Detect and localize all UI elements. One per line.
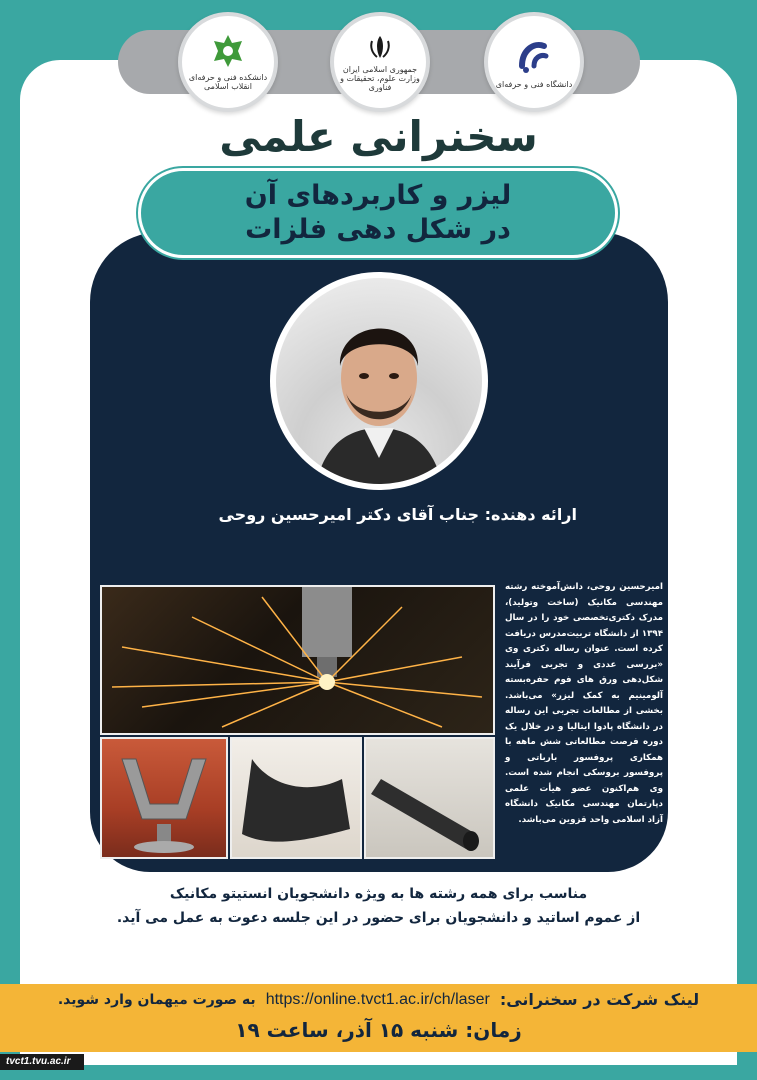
session-link-row (0, 990, 757, 1009)
ministry-logo-caption: جمهوری اسلامی ایران وزارت علوم، تحقیقات و فناوری (340, 64, 420, 92)
session-time: زمان: شنبه ۱۵ آذر، ساعت ۱۹ (235, 1018, 522, 1042)
university-emblem-icon (514, 36, 554, 76)
presenter-bio: امیرحسین روحی، دانش‌آموخته رشته مهندسی مکانیک (ساخت وتولید)، مدرک دکتری‌تخصصی خود را در سال ۱۳۹۴ از دانشگاه تربیت‌مدرس دریافت کرده است. عنوان رساله دکتری وی «بررسی عددی و تجربی فرآیند شکل‌دهی ورق های فوم حفره‌بسته آلومینیم به کمک لیزر» می‌باشد. بخشی از مطالعات تجربی این رساله در دانشگاه پادوا ایتالیا و در خلال یک دوره فرصت مطالعاتی شش ماهه با همکاری پروفسور بارباتی و پروفسور بروسکی انجام شده است. وی هم‌اکنون عضو هیأت علمی دپارتمان مهندسی مکانیک دانشگاه آزاد اسلامی واحد قزوین می‌باشد. (505, 582, 663, 825)
presenter-name: ارائه دهنده: جناب آقای دکتر امیرحسین روحی (218, 505, 577, 524)
session-link-label: لینک شرکت در سخنرانی: (499, 990, 700, 1009)
footer-site-tag[interactable]: tvct1.tvu.ac.ir (0, 1054, 84, 1070)
page-title: سخنرانی علمی (219, 112, 538, 161)
university-logo-caption: دانشگاه فنی و حرفه‌ای (495, 79, 573, 89)
topic-line-2: در شکل دهی فلزات (245, 214, 511, 245)
curved-sheet-icon (232, 739, 360, 857)
formed-part-image-1 (100, 737, 228, 859)
laser-sparks-icon (102, 587, 493, 733)
presenter-photo (276, 278, 482, 484)
topic-banner (138, 168, 618, 258)
guest-login-note: به صورت میهمان وارد شوید. (57, 991, 256, 1008)
formed-part-image-2 (230, 737, 362, 859)
logo-ministry (330, 12, 430, 112)
faculty-emblem-icon (210, 33, 246, 69)
invitation-line-2: از عموم اساتید و دانشجویان برای حضور در این جلسه دعوت به عمل می آید. (116, 910, 641, 926)
logo-university (484, 12, 584, 112)
session-link-url[interactable]: https://online.tvct1.ac.ir/ch/laser (265, 990, 490, 1008)
laser-cutting-image (100, 585, 495, 735)
formed-part-image-3 (364, 737, 495, 859)
faculty-logo-caption: دانشکده فنی و حرفه‌ای انقلاب اسلامی (188, 73, 268, 91)
presenter-photo-frame (270, 272, 488, 490)
invitation-line-1: مناسب برای همه رشته ها به ویژه دانشجویان انستیتو مکانیک (169, 886, 588, 902)
presenter-portrait-icon (276, 278, 482, 484)
logo-faculty (178, 12, 278, 112)
iran-emblem-icon (366, 33, 394, 61)
topic-line-1: لیزر و کاربردهای آن (244, 180, 512, 211)
invitation-text (0, 882, 757, 930)
u-profile-part-icon (102, 739, 226, 857)
tube-part-icon (366, 739, 493, 857)
